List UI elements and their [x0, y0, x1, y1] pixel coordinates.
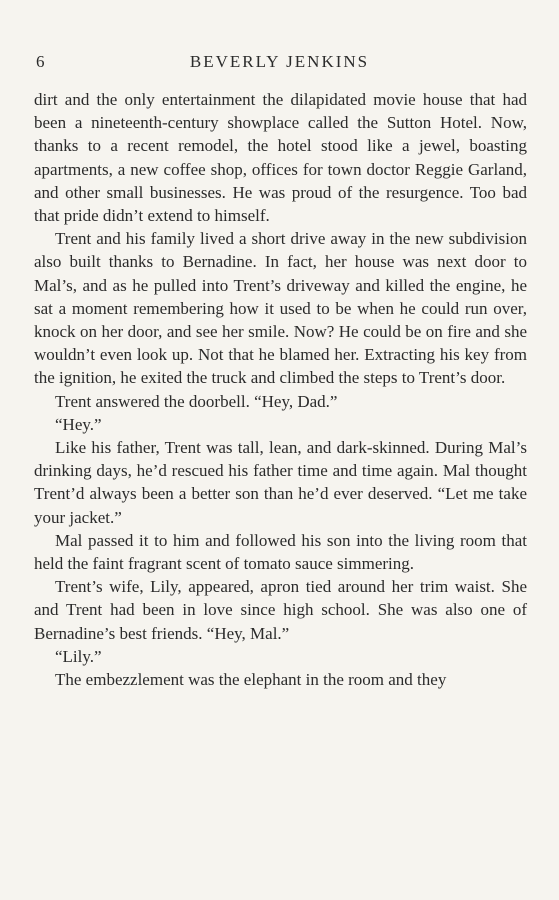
paragraph: Trent’s wife, Lily, appeared, apron tied around her trim waist. She and Trent had been in love since high school. She was also one of Bernadine’s best friends. “Hey, Mal.” [34, 577, 527, 643]
paragraph: Trent and his family lived a short drive away in the new subdivision also built thanks to Bernadine. In fact, her house was next door to Mal’s, and as he pulled into Trent’s driveway and killed the engine, he sat a moment remembering how it used to be when he could run over, knock on her door, and see her smile. Now? He could be on fire and she wouldn’t even look up. Not that he blamed her. Extracting his key from the ignition, he exited the truck and climbed the steps to Trent’s door. [34, 229, 527, 388]
paragraph: “Hey.” [55, 414, 102, 434]
paragraph: “Lily.” [55, 646, 102, 666]
running-head: BEVERLY JENKINS [189, 52, 370, 71]
paragraph: Like his father, Trent was tall, lean, and dark-skinned. During Mal’s drinking days, he’d rescued his father time and time again. Mal thought Trent’d always been a better son than he’d ever deserved. “Let me take your jacket.” [34, 438, 527, 527]
paragraph: The embezzlement was the elephant in the room and they [55, 670, 447, 690]
page-header [34, 52, 525, 76]
paragraph: Trent answered the doorbell. “Hey, Dad.” [55, 391, 338, 411]
page-number: 6 [36, 52, 45, 71]
paragraph: dirt and the only entertainment the dilapidated movie house that had been a nineteenth-century showplace called the Sutton Hotel. Now, thanks to a recent remodel, the hotel stood like a jewel, boasting apartments, a new coffee shop, offices for town doctor Reggie Garland, and other small businesses. He was proud of the resurgence. Too bad that pride didn’t extend to himself. [34, 90, 527, 226]
body-text [34, 88, 527, 691]
paragraph: Mal passed it to him and followed his son into the living room that held the faint fragrant scent of tomato sauce simmering. [34, 530, 527, 574]
